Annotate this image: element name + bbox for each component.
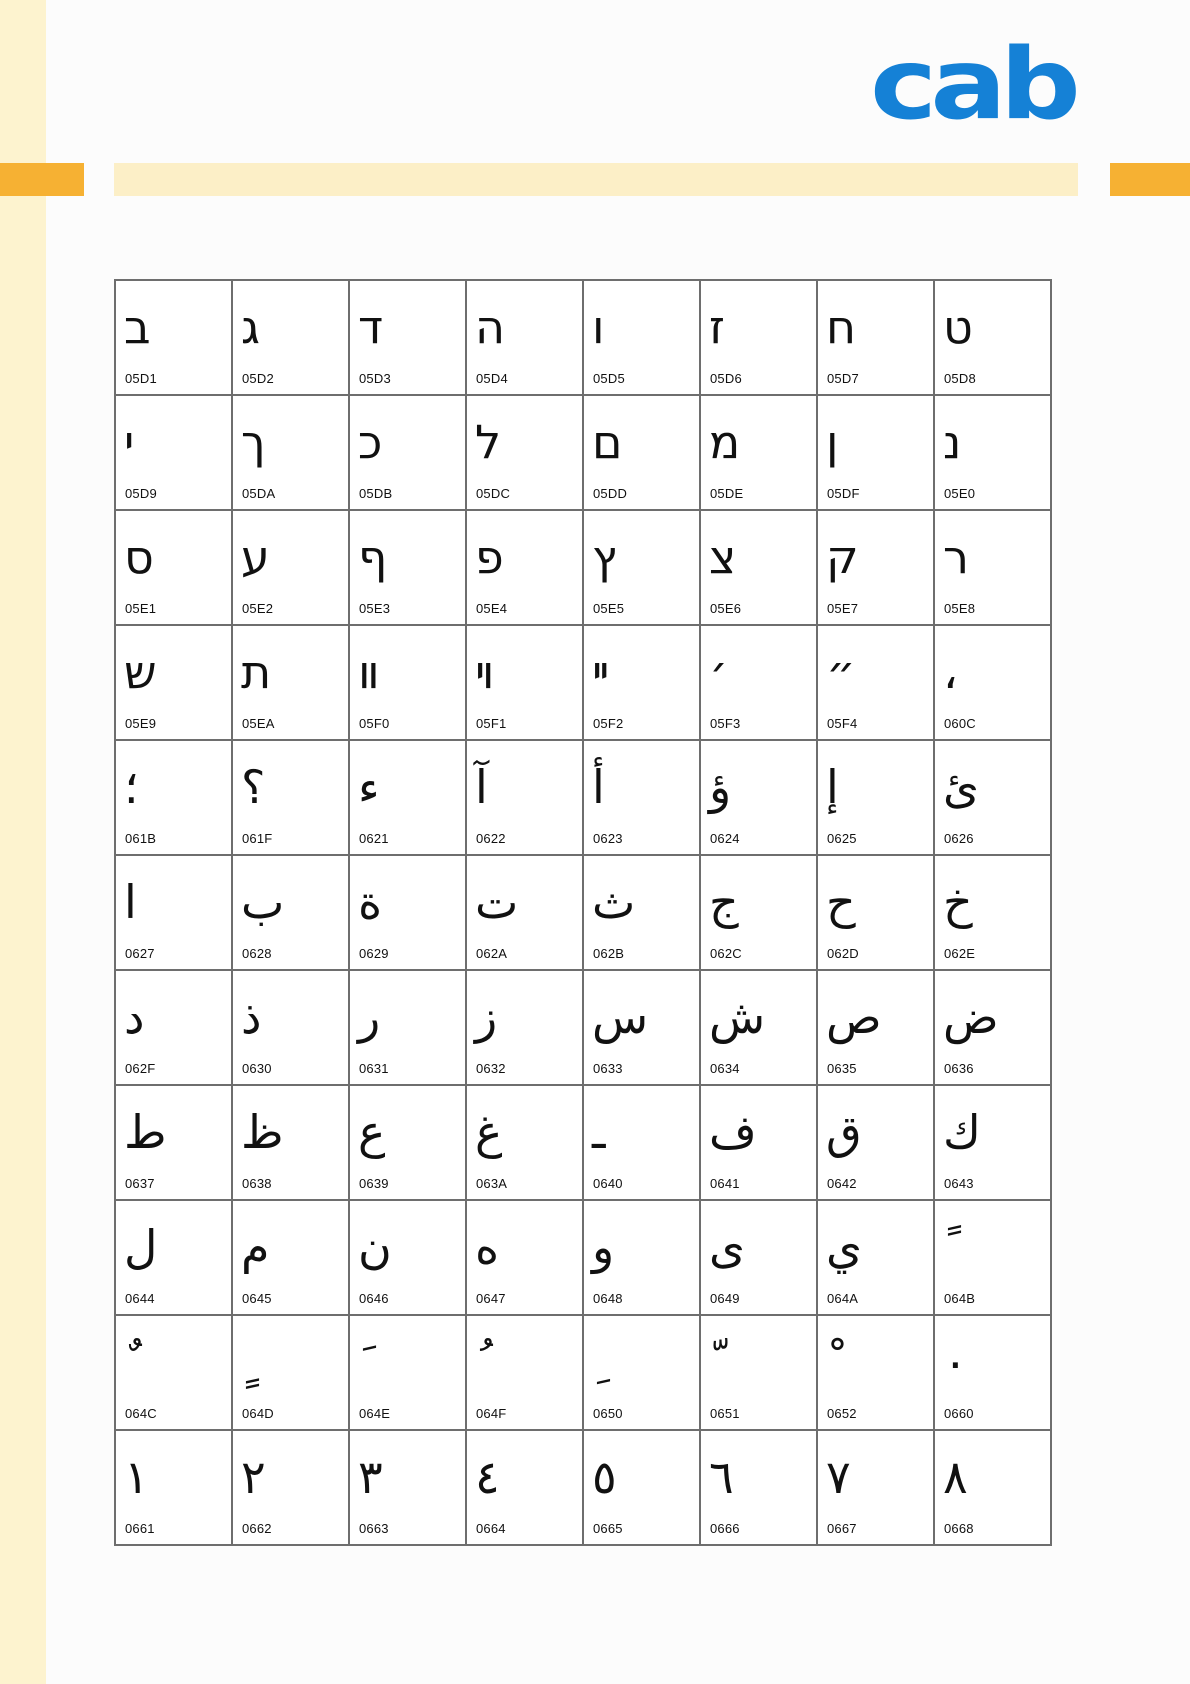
character-code: 0666 xyxy=(710,1521,740,1536)
character-code: 0664 xyxy=(476,1521,506,1536)
character-table-body xyxy=(115,280,1051,1545)
character-cell xyxy=(232,395,349,510)
character-glyph: غ xyxy=(475,1105,503,1159)
character-cell xyxy=(817,970,934,1085)
character-glyph: ם xyxy=(592,415,623,469)
character-glyph: ب xyxy=(241,875,285,929)
character-cell xyxy=(349,510,466,625)
character-code: 0648 xyxy=(593,1291,623,1306)
character-cell xyxy=(349,1085,466,1200)
table-row xyxy=(115,740,1051,855)
character-glyph: ٧ xyxy=(826,1450,851,1504)
character-glyph: ב xyxy=(124,300,151,354)
character-cell xyxy=(817,740,934,855)
character-glyph: ٨ xyxy=(943,1450,968,1504)
character-cell xyxy=(934,855,1051,970)
character-glyph: ש xyxy=(124,645,157,699)
character-cell xyxy=(817,280,934,395)
character-code: 062F xyxy=(125,1061,156,1076)
character-code: 0627 xyxy=(125,946,155,961)
character-cell xyxy=(232,625,349,740)
character-code: 0638 xyxy=(242,1176,272,1191)
character-glyph: ق xyxy=(826,1105,862,1159)
character-cell xyxy=(700,625,817,740)
character-cell xyxy=(232,1315,349,1430)
side-stripe xyxy=(0,0,46,1684)
character-code: 0650 xyxy=(593,1406,623,1421)
character-cell xyxy=(115,280,232,395)
character-glyph: ל xyxy=(475,415,502,469)
character-code: 0639 xyxy=(359,1176,389,1191)
character-code: 0660 xyxy=(944,1406,974,1421)
character-glyph: ء xyxy=(358,760,380,814)
character-code: 0647 xyxy=(476,1291,506,1306)
character-code: 05D9 xyxy=(125,486,157,501)
character-glyph: ٠ xyxy=(943,1335,968,1389)
character-cell xyxy=(466,1315,583,1430)
character-cell xyxy=(700,510,817,625)
character-code: 05DC xyxy=(476,486,511,501)
character-cell xyxy=(232,280,349,395)
character-cell xyxy=(934,1430,1051,1545)
character-code: 064F xyxy=(476,1406,507,1421)
table-row xyxy=(115,1430,1051,1545)
header-band-right xyxy=(1110,163,1190,196)
character-cell xyxy=(934,740,1051,855)
character-cell xyxy=(583,510,700,625)
character-code: 0631 xyxy=(359,1061,389,1076)
character-code: 0635 xyxy=(827,1061,857,1076)
character-glyph: أ xyxy=(592,760,605,814)
character-cell xyxy=(466,280,583,395)
character-cell xyxy=(349,740,466,855)
character-cell xyxy=(934,280,1051,395)
character-cell xyxy=(115,395,232,510)
character-code: 05DE xyxy=(710,486,744,501)
character-code: 0626 xyxy=(944,831,974,846)
character-code: 0637 xyxy=(125,1176,155,1191)
character-glyph: ٤ xyxy=(475,1450,500,1504)
character-code: 05E9 xyxy=(125,716,157,731)
character-glyph: ן xyxy=(826,415,839,469)
character-glyph: ص xyxy=(826,990,882,1044)
character-glyph: ٦ xyxy=(709,1450,734,1504)
character-code: 062D xyxy=(827,946,859,961)
character-code: 05E7 xyxy=(827,601,859,616)
character-cell xyxy=(466,510,583,625)
character-code: 064A xyxy=(827,1291,859,1306)
character-cell xyxy=(583,395,700,510)
character-cell xyxy=(700,1430,817,1545)
character-glyph: ؟ xyxy=(241,760,266,814)
character-code: 0662 xyxy=(242,1521,272,1536)
character-cell xyxy=(466,1085,583,1200)
character-cell xyxy=(934,395,1051,510)
character-cell xyxy=(232,510,349,625)
table-row xyxy=(115,855,1051,970)
character-glyph: م xyxy=(241,1220,270,1274)
character-code: 05F2 xyxy=(593,716,624,731)
character-glyph: ר xyxy=(943,530,969,584)
character-cell xyxy=(232,970,349,1085)
character-code: 064C xyxy=(125,1406,157,1421)
character-glyph: ش xyxy=(709,990,766,1044)
character-cell xyxy=(349,395,466,510)
character-glyph: פ xyxy=(475,530,504,584)
character-code: 05D7 xyxy=(827,371,859,386)
character-code: 0625 xyxy=(827,831,857,846)
character-glyph: ٌ xyxy=(124,1335,139,1389)
character-glyph: إ xyxy=(826,760,839,814)
character-glyph: ץ xyxy=(592,530,617,584)
character-code: 0668 xyxy=(944,1521,974,1536)
character-cell xyxy=(934,1200,1051,1315)
character-glyph: ُ xyxy=(475,1335,490,1389)
character-code: 05E2 xyxy=(242,601,274,616)
character-glyph: ײ xyxy=(592,645,608,699)
table-row xyxy=(115,625,1051,740)
character-glyph: ת xyxy=(241,645,272,699)
character-code: 05D1 xyxy=(125,371,157,386)
character-code: 0632 xyxy=(476,1061,506,1076)
character-code: 05D6 xyxy=(710,371,742,386)
character-cell xyxy=(817,1085,934,1200)
character-glyph: ١ xyxy=(124,1450,149,1504)
character-cell xyxy=(934,625,1051,740)
character-code: 05E1 xyxy=(125,601,157,616)
character-glyph: ״ xyxy=(826,645,856,699)
character-cell xyxy=(232,1200,349,1315)
character-glyph: ס xyxy=(124,530,154,584)
character-cell xyxy=(466,1200,583,1315)
character-code: 0652 xyxy=(827,1406,857,1421)
character-code: 05EA xyxy=(242,716,275,731)
character-code: 05DD xyxy=(593,486,628,501)
character-glyph: ، xyxy=(943,645,958,699)
character-code: 0661 xyxy=(125,1521,155,1536)
character-glyph: ו xyxy=(592,300,605,354)
character-code: 0643 xyxy=(944,1176,974,1191)
character-glyph: ע xyxy=(241,530,270,584)
character-glyph: ٍ xyxy=(241,1335,256,1389)
character-glyph: ّ xyxy=(709,1335,724,1389)
character-code: 0623 xyxy=(593,831,623,846)
character-cell xyxy=(349,970,466,1085)
character-cell xyxy=(700,280,817,395)
character-code: 05DB xyxy=(359,486,393,501)
character-cell xyxy=(232,1085,349,1200)
character-code: 064D xyxy=(242,1406,274,1421)
character-code: 05DA xyxy=(242,486,276,501)
character-code: 0622 xyxy=(476,831,506,846)
character-glyph: ؛ xyxy=(124,760,139,814)
character-cell xyxy=(817,625,934,740)
character-glyph: س xyxy=(592,990,649,1044)
character-glyph: ل xyxy=(124,1220,158,1274)
character-glyph: ح xyxy=(826,875,856,929)
character-cell xyxy=(817,510,934,625)
table-row xyxy=(115,1085,1051,1200)
character-glyph: ف xyxy=(709,1105,757,1159)
character-code: 0644 xyxy=(125,1291,155,1306)
character-code: 05D4 xyxy=(476,371,508,386)
character-glyph: ט xyxy=(943,300,973,354)
character-code: 0636 xyxy=(944,1061,974,1076)
character-cell xyxy=(700,855,817,970)
character-glyph: ג xyxy=(241,300,260,354)
logo-text: cab xyxy=(870,28,1076,138)
character-code: 0649 xyxy=(710,1291,740,1306)
character-cell xyxy=(349,1430,466,1545)
header-band-middle xyxy=(114,163,1078,196)
character-glyph: ن xyxy=(358,1220,392,1274)
character-cell xyxy=(232,855,349,970)
character-glyph: ذ xyxy=(241,990,262,1044)
character-code: 0642 xyxy=(827,1176,857,1191)
character-code: 05F4 xyxy=(827,716,858,731)
character-code: 05F1 xyxy=(476,716,507,731)
character-cell xyxy=(349,280,466,395)
character-cell xyxy=(349,1315,466,1430)
character-glyph: ت xyxy=(475,875,519,929)
table-row xyxy=(115,1200,1051,1315)
character-cell xyxy=(934,510,1051,625)
header-band-left xyxy=(0,163,84,196)
character-glyph: ك xyxy=(943,1105,981,1159)
character-glyph: צ xyxy=(709,530,737,584)
character-code: 060C xyxy=(944,716,976,731)
character-cell xyxy=(817,395,934,510)
character-cell xyxy=(583,1430,700,1545)
character-cell xyxy=(583,1200,700,1315)
character-code: 064B xyxy=(944,1291,976,1306)
character-cell xyxy=(349,855,466,970)
character-glyph: ד xyxy=(358,300,384,354)
character-code: 0663 xyxy=(359,1521,389,1536)
character-table xyxy=(114,279,1052,1546)
table-row xyxy=(115,280,1051,395)
character-glyph: ة xyxy=(358,875,383,929)
character-cell xyxy=(115,1315,232,1430)
character-glyph: ث xyxy=(592,875,636,929)
character-cell xyxy=(817,855,934,970)
character-code: 0634 xyxy=(710,1061,740,1076)
character-cell xyxy=(115,1085,232,1200)
character-cell xyxy=(817,1200,934,1315)
character-code: 05E8 xyxy=(944,601,976,616)
character-cell xyxy=(349,1200,466,1315)
character-glyph: ج xyxy=(709,875,739,929)
character-code: 061F xyxy=(242,831,273,846)
character-glyph: ه xyxy=(475,1220,500,1274)
cab-logo xyxy=(868,28,1076,138)
character-cell xyxy=(466,855,583,970)
character-cell xyxy=(466,740,583,855)
character-code: 05F0 xyxy=(359,716,390,731)
character-code: 05D5 xyxy=(593,371,625,386)
character-code: 05D3 xyxy=(359,371,391,386)
character-glyph: د xyxy=(124,990,145,1044)
character-glyph: ع xyxy=(358,1105,386,1159)
character-cell xyxy=(583,855,700,970)
character-glyph: ך xyxy=(241,415,266,469)
character-code: 05E5 xyxy=(593,601,625,616)
character-glyph: ي xyxy=(826,1220,863,1274)
character-cell xyxy=(934,1315,1051,1430)
character-glyph: ؤ xyxy=(709,760,732,814)
character-glyph: ק xyxy=(826,530,859,584)
table-row xyxy=(115,395,1051,510)
character-cell xyxy=(934,970,1051,1085)
character-glyph: ٣ xyxy=(358,1450,383,1504)
character-glyph: נ xyxy=(943,415,962,469)
character-glyph: ח xyxy=(826,300,857,354)
character-glyph: ٥ xyxy=(592,1450,617,1504)
character-glyph: ה xyxy=(475,300,506,354)
character-glyph: ا xyxy=(124,875,137,929)
character-glyph: ز xyxy=(475,990,498,1044)
cab-logo-mark xyxy=(868,28,1076,138)
character-glyph: و xyxy=(592,1220,615,1274)
character-cell xyxy=(700,970,817,1085)
character-cell xyxy=(115,625,232,740)
character-code: 05E6 xyxy=(710,601,742,616)
character-code: 05E4 xyxy=(476,601,508,616)
character-cell xyxy=(466,625,583,740)
character-code: 064E xyxy=(359,1406,391,1421)
character-code: 0667 xyxy=(827,1521,857,1536)
character-cell xyxy=(700,1200,817,1315)
character-cell xyxy=(115,855,232,970)
character-cell xyxy=(583,280,700,395)
character-code: 063A xyxy=(476,1176,508,1191)
character-glyph: ـ xyxy=(592,1105,606,1159)
character-cell xyxy=(115,1430,232,1545)
character-glyph: ْ xyxy=(826,1335,841,1389)
character-glyph: װ xyxy=(358,645,380,699)
character-code: 0640 xyxy=(593,1176,623,1191)
character-cell xyxy=(583,740,700,855)
character-glyph: ط xyxy=(124,1105,167,1159)
character-glyph: خ xyxy=(943,875,973,929)
character-cell xyxy=(700,740,817,855)
character-cell xyxy=(115,740,232,855)
character-cell xyxy=(583,625,700,740)
character-glyph: ِ xyxy=(592,1335,607,1389)
character-glyph: כ xyxy=(358,415,383,469)
table-row xyxy=(115,970,1051,1085)
character-glyph: ً xyxy=(943,1220,958,1274)
character-glyph: ى xyxy=(709,1220,746,1274)
character-glyph: ז xyxy=(709,300,725,354)
character-cell xyxy=(349,625,466,740)
character-code: 05E3 xyxy=(359,601,391,616)
character-cell xyxy=(934,1085,1051,1200)
character-glyph: ئ xyxy=(943,760,980,814)
character-code: 0646 xyxy=(359,1291,389,1306)
character-code: 0629 xyxy=(359,946,389,961)
character-cell xyxy=(817,1430,934,1545)
character-code: 05D8 xyxy=(944,371,976,386)
character-code: 0624 xyxy=(710,831,740,846)
character-code: 0633 xyxy=(593,1061,623,1076)
character-code: 05DF xyxy=(827,486,860,501)
character-code: 061B xyxy=(125,831,157,846)
character-code: 0641 xyxy=(710,1176,740,1191)
character-glyph: آ xyxy=(475,760,488,814)
character-code: 0630 xyxy=(242,1061,272,1076)
character-code: 062B xyxy=(593,946,625,961)
character-glyph: ׳ xyxy=(709,645,729,699)
character-cell xyxy=(115,1200,232,1315)
character-glyph: ظ xyxy=(241,1105,284,1159)
character-cell xyxy=(115,970,232,1085)
character-cell xyxy=(232,740,349,855)
character-code: 05F3 xyxy=(710,716,741,731)
character-glyph: י xyxy=(124,415,135,469)
character-cell xyxy=(466,970,583,1085)
character-code: 062A xyxy=(476,946,508,961)
character-glyph: ף xyxy=(358,530,388,584)
character-glyph: מ xyxy=(709,415,741,469)
character-cell xyxy=(583,970,700,1085)
character-code: 062E xyxy=(944,946,976,961)
character-cell xyxy=(817,1315,934,1430)
character-code: 0628 xyxy=(242,946,272,961)
table-row xyxy=(115,510,1051,625)
character-glyph: ױ xyxy=(475,645,495,699)
character-cell xyxy=(583,1085,700,1200)
character-code: 0645 xyxy=(242,1291,272,1306)
character-glyph: ر xyxy=(358,990,381,1044)
character-cell xyxy=(466,1430,583,1545)
character-cell xyxy=(700,395,817,510)
character-code: 0665 xyxy=(593,1521,623,1536)
character-code: 0621 xyxy=(359,831,389,846)
character-code: 05D2 xyxy=(242,371,274,386)
character-code: 0651 xyxy=(710,1406,740,1421)
character-glyph: ض xyxy=(943,990,999,1044)
character-cell xyxy=(115,510,232,625)
character-cell xyxy=(232,1430,349,1545)
character-code: 062C xyxy=(710,946,742,961)
table-row xyxy=(115,1315,1051,1430)
character-cell xyxy=(700,1315,817,1430)
character-cell xyxy=(700,1085,817,1200)
character-code: 05E0 xyxy=(944,486,976,501)
character-cell xyxy=(466,395,583,510)
character-glyph: ٢ xyxy=(241,1450,266,1504)
character-glyph: َ xyxy=(358,1335,373,1389)
character-cell xyxy=(583,1315,700,1430)
